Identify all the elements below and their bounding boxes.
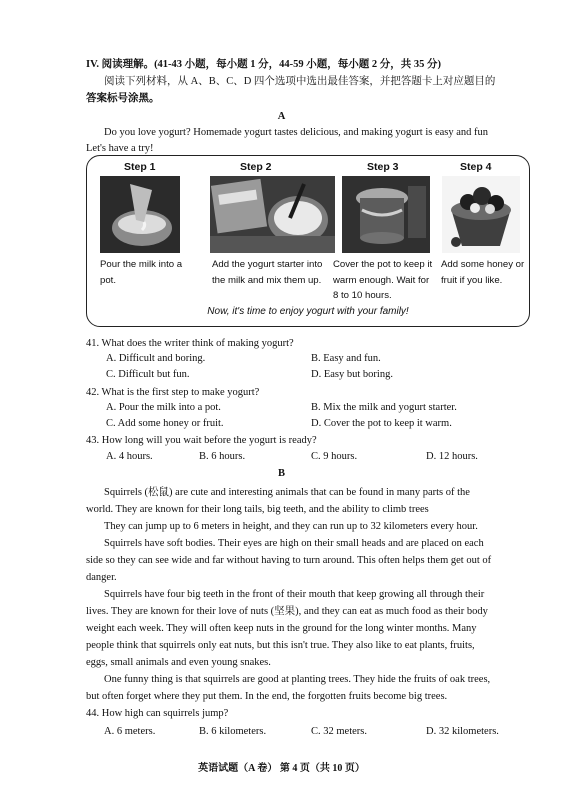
step-4-title: Step 4 [460,161,492,173]
step-4-photo [442,176,520,253]
passage-b-line: Squirrels (松鼠) are cute and interesting animals that can be found in many parts of the [104,487,470,498]
q44-option-d[interactable]: D. 32 kilometers. [426,726,499,737]
q44-option-c[interactable]: C. 32 meters. [311,726,367,737]
q41-option-b[interactable]: B. Easy and fun. [311,353,381,364]
passage-b-line: eggs, small animals and even young snakes. [86,657,271,668]
passage-b-line: side so they can see wide and far without having to turn around. This often helps them get out of [86,555,492,566]
q43-option-b[interactable]: B. 6 hours. [199,451,246,462]
q44-option-a[interactable]: A. 6 meters. [104,726,156,737]
q43-option-d[interactable]: D. 12 hours. [426,451,478,462]
step-1-photo [100,176,180,253]
q41-option-c[interactable]: C. Difficult but fun. [106,369,190,380]
instructions-line-2: 答案标号涂黑。 [86,93,160,104]
passage-b-line: people think that squirrels only eat nuts, but this isn't true. They also like to eat plants, fruits, [86,640,475,651]
passage-b-line: danger. [86,572,117,583]
step-2-title: Step 2 [240,161,272,173]
section-header: IV. 阅读理解。(41-43 小题，每小题 1 分，44-59 小题，每小题 2 分，共 35 分) [86,59,442,70]
passage-b-line: but often forget where they put them. In the end, the forgotten fruits become big trees. [86,691,448,702]
q41-option-d[interactable]: D. Easy but boring. [311,369,393,380]
passage-a-intro-2: Let's have a try! [86,143,154,154]
step-1-title: Step 1 [124,161,156,173]
step-2-caption: Add the yogurt starter into the milk and mix them up. [212,259,323,286]
q42-option-a[interactable]: A. Pour the milk into a pot. [106,402,221,413]
q41-option-a[interactable]: A. Difficult and boring. [106,353,206,364]
step-4-caption: Add some honey or fruit if you like. [441,259,525,286]
step-3-title: Step 3 [367,161,399,173]
yogurt-tagline: Now, it's time to enjoy yogurt with your family! [207,306,409,317]
q42-option-b[interactable]: B. Mix the milk and yogurt starter. [311,402,457,413]
q44-stem: 44. How high can squirrels jump? [86,708,229,719]
q42-option-d[interactable]: D. Cover the pot to keep it warm. [311,418,452,429]
step-3-photo [342,176,430,253]
passage-a-label: A [277,111,286,122]
step-1-caption: Pour the milk into a pot. [100,259,183,286]
passage-b-line: weight each week. They will often keep nuts in the ground for the long winter months. Many [86,623,477,634]
q43-stem: 43. How long will you wait before the yogurt is ready? [86,435,317,446]
passage-b-line: Squirrels have four big teeth in the front of their mouth that keep growing all through their [104,589,485,600]
passage-b-label: B [277,468,285,479]
page-footer: 英语试题（A 卷） 第 4 页（共 10 页） [198,763,365,774]
passage-a-intro-1: Do you love yogurt? Homemade yogurt tastes delicious, and making yogurt is easy and fun [104,127,489,138]
instructions-line-1: 阅读下列材料，从 A、B、C、D 四个选项中选出最佳答案，并把答题卡上对应题目的 [104,76,496,87]
passage-b-line: They can jump up to 6 meters in height, and they can run up to 32 kilometers every hour. [104,521,478,532]
q44-option-b[interactable]: B. 6 kilometers. [199,726,267,737]
passage-b-line: world. They are known for their long tails, big teeth, and the ability to climb trees [86,504,429,515]
q41-stem: 41. What does the writer think of making yogurt? [86,338,294,349]
passage-b-line: Squirrels have soft bodies. Their eyes are high on their small heads and are placed on each [104,538,484,549]
step-2-photo [210,176,335,253]
step-3-caption: Cover the pot to keep it warm enough. Wait for 8 to 10 hours. [333,259,433,301]
passage-b-line: One funny thing is that squirrels are good at planting trees. They hide the fruits of oak trees, [104,674,491,685]
q42-option-c[interactable]: C. Add some honey or fruit. [106,418,224,429]
q43-option-c[interactable]: C. 9 hours. [311,451,358,462]
passage-b-line: lives. They are known for their love of nuts (坚果), and they can eat as much food as their body [86,606,488,617]
q43-option-a[interactable]: A. 4 hours. [106,451,153,462]
q42-stem: 42. What is the first step to make yogurt? [86,387,260,398]
